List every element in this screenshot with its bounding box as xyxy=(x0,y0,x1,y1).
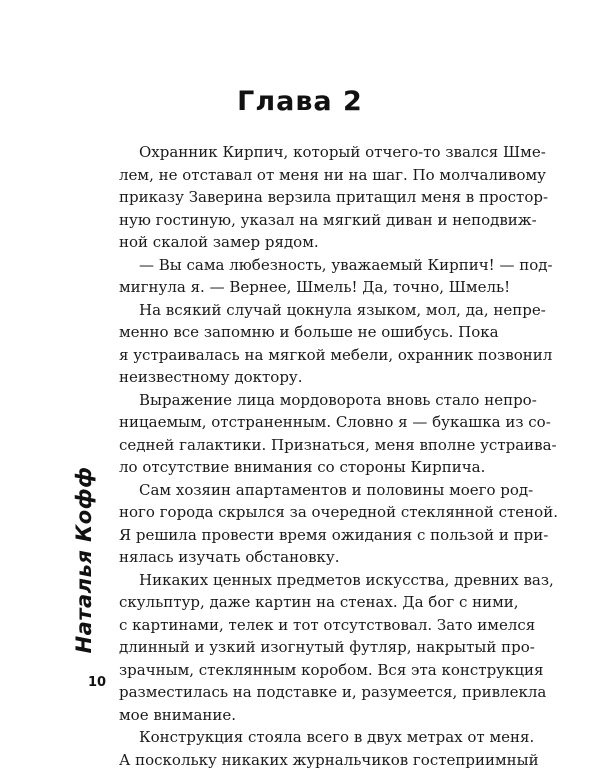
text-line: ную гостиную, указал на мягкий диван и неподвиж- xyxy=(119,209,497,232)
text-line: ло отсутствие внимания со стороны Кирпича. xyxy=(119,456,497,479)
text-line: с картинами, телек и тот отсутствовал. Зато имелся xyxy=(119,614,497,637)
text-line: ницаемым, отстраненным. Словно я — букашка из со- xyxy=(119,411,497,434)
text-line: неизвестному доктору. xyxy=(119,366,497,389)
page-number: 10 xyxy=(88,675,106,690)
text-line: мое внимание. xyxy=(119,704,497,727)
text-line: Сам хозяин апартаментов и половины моего род- xyxy=(119,479,497,502)
text-line: — Вы сама любезность, уважаемый Кирпич! — под- xyxy=(119,254,497,277)
text-line: скульптур, даже картин на стенах. Да бог с ними, xyxy=(119,591,497,614)
text-line: нялась изучать обстановку. xyxy=(119,546,497,569)
text-line: разместилась на подставке и, разумеется, привлекла xyxy=(119,681,497,704)
text-line: менно все запомню и больше не ошибусь. Пока xyxy=(119,321,497,344)
text-line: приказу Заверина верзила притащил меня в простор- xyxy=(119,186,497,209)
chapter-title: Глава 2 xyxy=(0,86,600,117)
text-line: ной скалой замер рядом. xyxy=(119,231,497,254)
text-line: лем, не отставал от меня ни на шаг. По молчаливому xyxy=(119,164,497,187)
text-line: Конструкция стояла всего в двух метрах от меня. xyxy=(119,726,497,749)
text-line: Никаких ценных предметов искусства, древних ваз, xyxy=(119,569,497,592)
text-line: Охранник Кирпич, который отчего-то звался Шме- xyxy=(119,141,497,164)
text-line: А поскольку никаких журнальчиков гостеприимный xyxy=(119,749,497,771)
text-line: зрачным, стеклянным коробом. Вся эта конструкция xyxy=(119,659,497,682)
text-line: ного города скрылся за очередной стеклянной стеной. xyxy=(119,501,497,524)
author-signature: Наталья Кофф xyxy=(66,460,102,660)
text-line: мигнула я. — Вернее, Шмель! Да, точно, Шмель! xyxy=(119,276,497,299)
body-text xyxy=(119,141,497,771)
text-line: Выражение лица мордоворота вновь стало непро- xyxy=(119,389,497,412)
text-line: Я решила провести время ожидания с пользой и при- xyxy=(119,524,497,547)
text-line: длинный и узкий изогнутый футляр, накрытый про- xyxy=(119,636,497,659)
text-line: На всякий случай цокнула языком, мол, да, непре- xyxy=(119,299,497,322)
text-line: я устраивалась на мягкой мебели, охранник позвонил xyxy=(119,344,497,367)
text-line: седней галактики. Признаться, меня вполне устраива- xyxy=(119,434,497,457)
